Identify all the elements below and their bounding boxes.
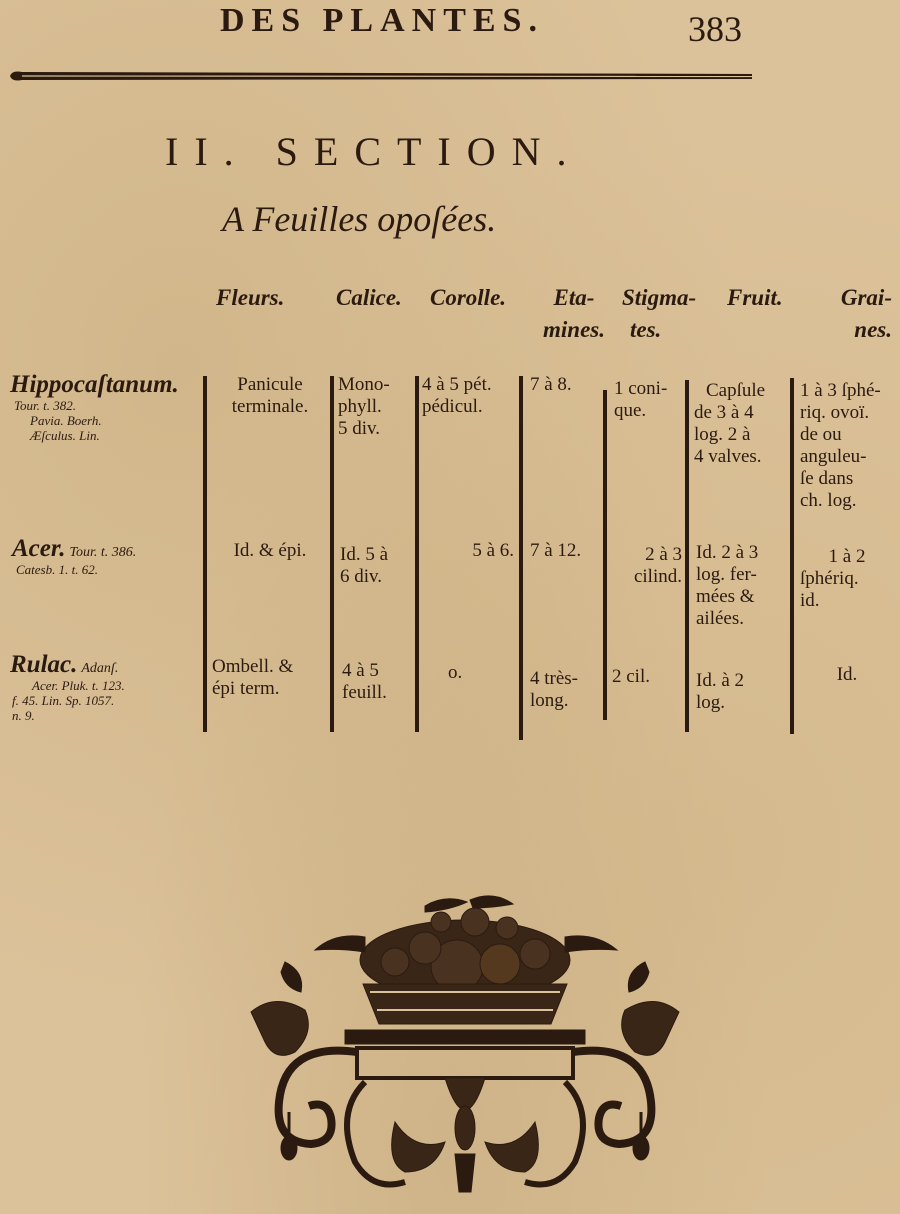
table-cell: 7 à 8. — [530, 374, 572, 395]
section-subtitle: A Feuilles opoſées. — [222, 199, 497, 239]
table-cell: Mono- phyll. 5 div. — [338, 374, 390, 439]
section-title: II. SECTION. — [165, 129, 583, 174]
column-header-etamines: Eta- mines. — [543, 285, 605, 342]
genus-name: Hippocaſtanum. — [10, 371, 179, 398]
genus-name: Rulac. — [10, 651, 78, 678]
column-header-stigmates: Stigma- tes. — [622, 285, 697, 342]
header-rule — [8, 70, 752, 82]
table-cell: 7 à 12. — [530, 540, 582, 561]
column-header-fleurs: Fleurs. — [216, 285, 285, 310]
table-cell: 4 à 5 pét. pédicul. — [422, 374, 492, 417]
column-header-fruit: Fruit. — [727, 285, 783, 310]
column-rule — [519, 376, 523, 740]
table-row-label: Rulac. Adanſ. Acer. Pluk. t. 123. f. 45. Lin. Sp. 1057. n. 9. — [10, 651, 125, 723]
column-rule — [685, 380, 689, 732]
table-cell: 4 très- long. — [530, 668, 579, 711]
column-rule — [203, 376, 207, 732]
column-rule — [790, 378, 794, 734]
genus-name: Acer. — [12, 535, 66, 562]
table-cell: 2 à 3 cilind. — [633, 544, 682, 587]
table-cell: 5 à 6. — [472, 540, 514, 561]
table-cell: Id. 5 à 6 div. — [340, 544, 389, 587]
table-cell: Id. à 2 log. — [696, 670, 745, 713]
table-row-label: Acer. Tour. t. 386. Catesb. 1. t. 62. — [12, 535, 137, 577]
table-cell: Capſule de 3 à 4 log. 2 à 4 valves. — [694, 380, 766, 467]
column-rule — [603, 390, 607, 720]
table-cell: Id. 2 à 3 log. fer- mées & ailées. — [696, 542, 759, 629]
table-cell: 1 à 2 ſphériq. id. — [800, 546, 866, 611]
column-rule — [415, 376, 419, 732]
table-row-label: Hippocaſtanum. Tour. t. 382. Pavia. Boerh. Æſculus. Lin. — [10, 372, 202, 443]
column-header-calice: Calice. — [336, 285, 402, 310]
column-header-graines: Grai- nes. — [840, 285, 892, 342]
table-cell: o. — [448, 662, 463, 683]
table-cell: 1 coni- que. — [614, 378, 668, 421]
fruit-basket-vignette-icon — [245, 892, 685, 1212]
page-number: 383 — [688, 9, 742, 49]
table-cell: 4 à 5 feuill. — [342, 660, 387, 703]
table-cell: 2 cil. — [612, 666, 650, 687]
table-cell: Panicule terminale. — [231, 374, 309, 417]
running-title: DES PLANTES. — [220, 2, 544, 39]
column-rule — [330, 376, 334, 732]
table-cell: 1 à 3 ſphé- riq. ovoï. de ou anguleu- ſe dans ch. log. — [800, 380, 881, 511]
column-header-corolle: Corolle. — [430, 285, 507, 310]
table-cell: Ombell. & épi term. — [212, 656, 294, 699]
table-cell: Id. — [836, 664, 858, 685]
table-cell: Id. & épi. — [233, 540, 307, 561]
